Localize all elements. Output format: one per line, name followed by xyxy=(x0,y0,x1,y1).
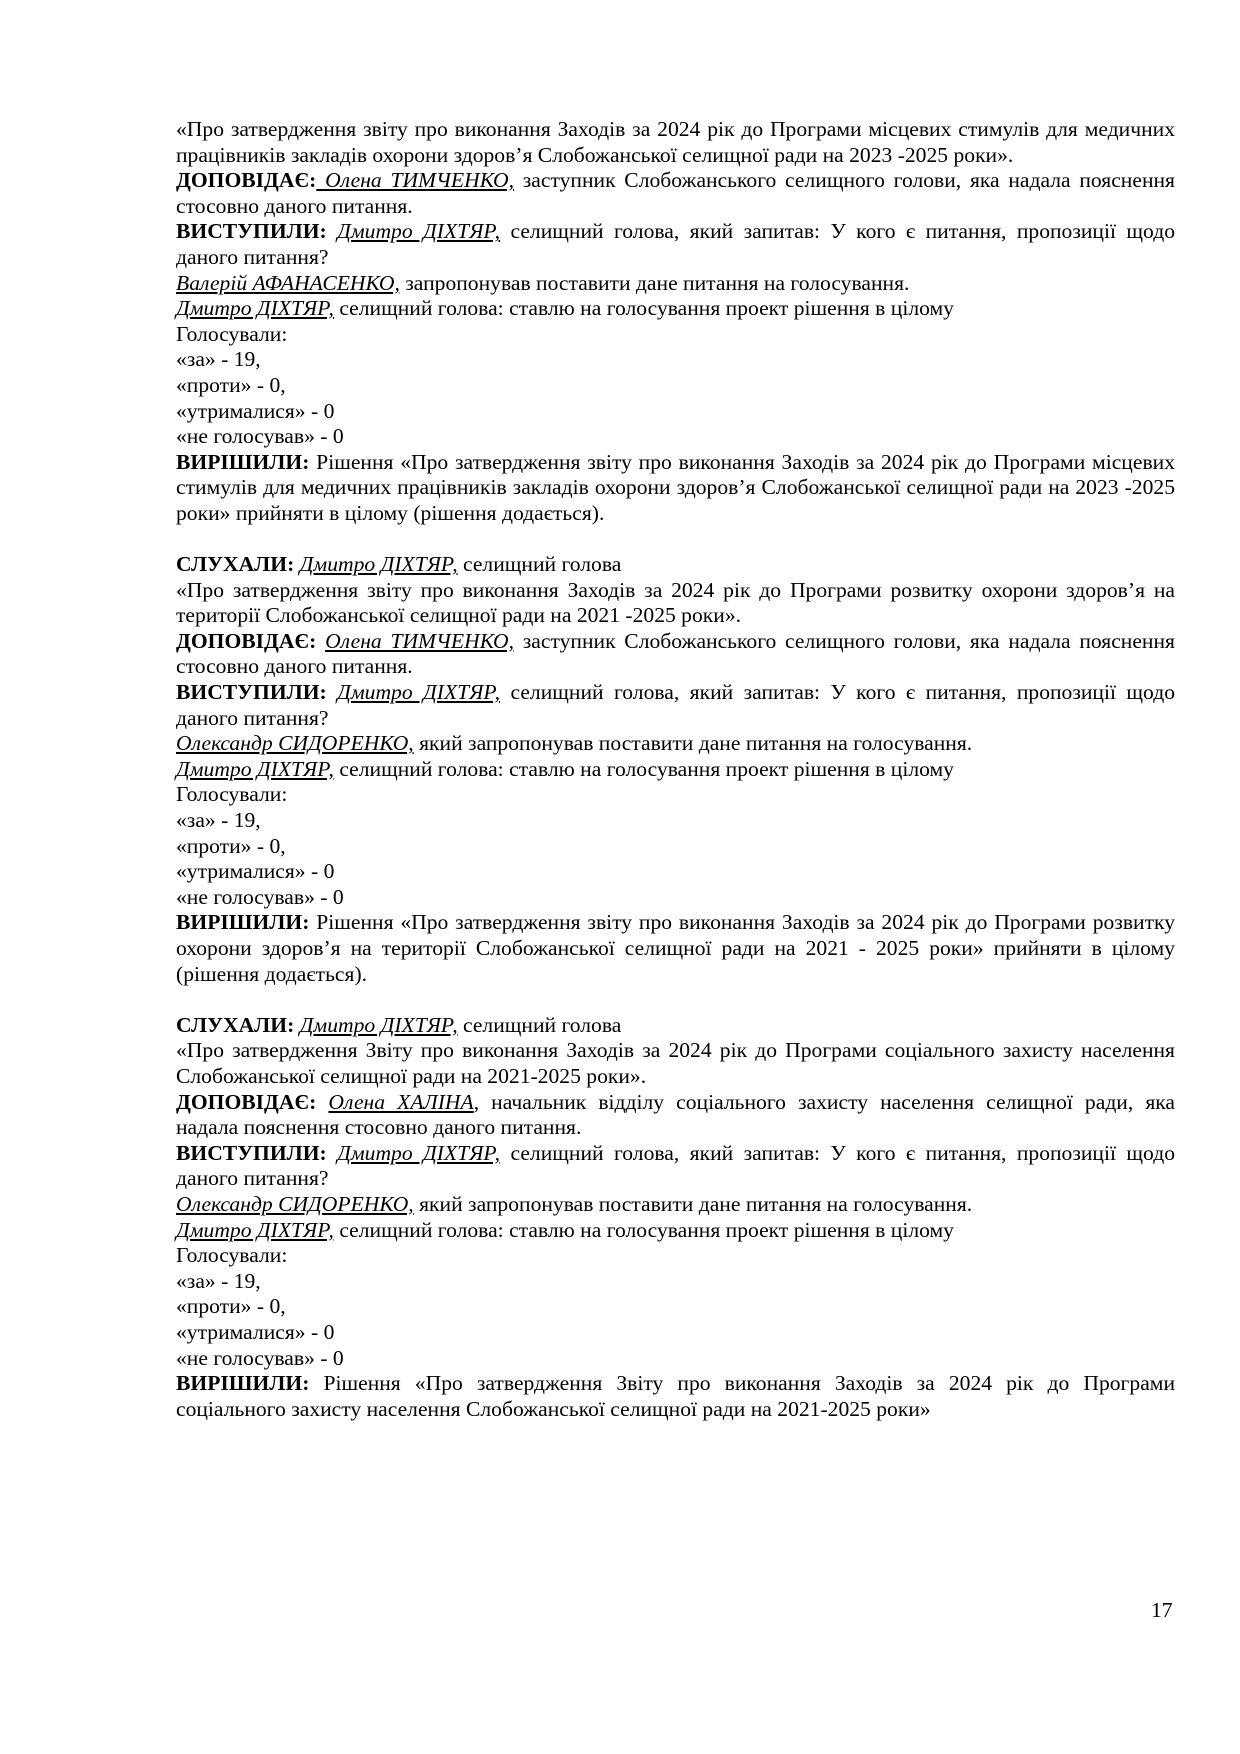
agenda-title: «Про затвердження Звіту про виконання Заходів за 2024 рік до Програми соціального захисту населення Слобожанської селищної ради на 2021-2025 роки». xyxy=(176,1038,1175,1088)
chair-line xyxy=(176,757,1175,783)
proposer-name: Олександр СИДОРЕНКО, xyxy=(176,1191,414,1216)
decision-label: ВИРІШИЛИ: xyxy=(176,910,310,935)
agenda-title: «Про затвердження звіту про виконання Заходів за 2024 рік до Програми розвитку охорони здоров’я на території Слобожанської селищної ради на 2021 -2025 роки». xyxy=(176,577,1175,628)
decision-text: Рішення «Про затвердження звіту про виконання Заходів за 2024 рік до Програми розвитку охорони здоров’я на території Слобожанської селищної ради на 2021 - 2025 роки» прийняти в цілому (рішення додається). xyxy=(176,910,1175,986)
vote-heading: Голосували: xyxy=(176,1243,288,1268)
chair-text: селищний голова: ставлю на голосування проект рішення в цілому xyxy=(333,296,954,321)
section-2 xyxy=(176,552,1175,987)
proposer-text: запропонував поставити дане питання на голосування. xyxy=(399,270,910,295)
decision-text: Рішення «Про затвердження звіту про виконання Заходів за 2024 рік до Програми місцевих стимулів для медичних працівників закладів охорони здоров’я Слобожанської селищної ради на 2023 -2025 роки» прийняти в цілому (рішення додається). xyxy=(176,449,1175,525)
listened-line xyxy=(176,1013,1175,1039)
speaker-label: ВИСТУПИЛИ: xyxy=(176,1140,327,1165)
decision-text: Рішення «Про затвердження Звіту про виконання Заходів за 2024 рік до Програми соціального захисту населення Слобожанської селищної ради на 2021-2025 роки» xyxy=(176,1371,1175,1421)
vote-not-voted: «не голосував» - 0 xyxy=(176,1345,344,1370)
proposer-line xyxy=(176,271,1175,297)
chair-line xyxy=(176,296,1175,322)
vote-for: «за» - 19, xyxy=(176,1268,261,1293)
listened-label: СЛУХАЛИ: xyxy=(176,552,295,577)
decision-paragraph xyxy=(176,450,1175,527)
proposer-name: Олександр СИДОРЕНКО, xyxy=(176,731,414,756)
speaker-paragraph xyxy=(176,680,1175,731)
listened-name: Дмитро ДІХТЯР, xyxy=(299,552,458,577)
listened-line xyxy=(176,552,1175,578)
reporter-paragraph xyxy=(176,1090,1175,1141)
chair-name: Дмитро ДІХТЯР, xyxy=(176,756,334,781)
speaker-label: ВИСТУПИЛИ: xyxy=(176,219,327,244)
vote-heading: Голосували: xyxy=(176,782,288,807)
listened-text: селищний голова xyxy=(457,552,622,577)
listened-text: селищний голова xyxy=(457,1012,622,1037)
proposer-line xyxy=(176,731,1175,757)
vote-abstain: «утрималися» - 0 xyxy=(176,1319,335,1344)
proposer-text: який запропонував поставити дане питання на голосування. xyxy=(413,1191,973,1216)
listened-label: СЛУХАЛИ: xyxy=(176,1012,295,1037)
section-3 xyxy=(176,1013,1175,1423)
vote-not-voted: «не голосував» - 0 xyxy=(176,884,344,909)
decision-label: ВИРІШИЛИ: xyxy=(176,1371,310,1396)
vote-against: «проти» - 0, xyxy=(176,833,286,858)
reporter-text: заступник Слобожанського селищного голови, яка надала пояснення стосовно даного питання. xyxy=(176,628,1175,679)
listened-name: Дмитро ДІХТЯР, xyxy=(299,1012,458,1037)
page-number: 17 xyxy=(1151,1598,1173,1622)
reporter-name: Олена ТИМЧЕНКО, xyxy=(325,628,515,653)
reporter-label: ДОПОВІДАЄ: xyxy=(176,1089,317,1114)
vote-against: «проти» - 0, xyxy=(176,372,286,397)
speaker-name: Дмитро ДІХТЯР, xyxy=(337,680,501,705)
vote-abstain: «утрималися» - 0 xyxy=(176,859,335,884)
reporter-text: , начальник відділу соціального захисту населення селищної ради, яка надала пояснення стосовно даного питання. xyxy=(176,1089,1176,1140)
speaker-paragraph xyxy=(176,219,1175,270)
proposer-text: який запропонував поставити дане питання на голосування. xyxy=(413,731,973,756)
reporter-name: Олена ТИМЧЕНКО, xyxy=(316,168,515,193)
vote-heading: Голосували: xyxy=(176,321,288,346)
section-gap xyxy=(176,987,1175,1013)
reporter-label: ДОПОВІДАЄ: xyxy=(176,628,317,653)
speaker-paragraph xyxy=(176,1141,1175,1192)
section-gap xyxy=(176,527,1175,553)
document-page xyxy=(176,117,1175,1422)
proposer-line xyxy=(176,1192,1175,1218)
chair-name: Дмитро ДІХТЯР, xyxy=(176,1217,334,1242)
speaker-label: ВИСТУПИЛИ: xyxy=(176,680,327,705)
decision-paragraph xyxy=(176,1371,1175,1422)
vote-not-voted: «не голосував» - 0 xyxy=(176,424,344,449)
chair-text: селищний голова: ставлю на голосування проект рішення в цілому xyxy=(333,1217,954,1242)
reporter-paragraph xyxy=(176,629,1175,680)
vote-against: «проти» - 0, xyxy=(176,1294,286,1319)
vote-for: «за» - 19, xyxy=(176,808,261,833)
proposer-name: Валерій АФАНАСЕНКО, xyxy=(176,270,400,295)
decision-paragraph xyxy=(176,910,1175,987)
reporter-text: заступник Слобожанського селищного голови, яка надала пояснення стосовно даного питання. xyxy=(176,168,1175,218)
speaker-text: селищний голова, який запитав: У кого є питання, пропозиції щодо даного питання? xyxy=(176,1140,1175,1191)
reporter-name: Олена ХАЛІНА xyxy=(328,1089,474,1114)
speaker-name: Дмитро ДІХТЯР, xyxy=(337,219,501,244)
vote-abstain: «утрималися» - 0 xyxy=(176,398,335,423)
speaker-text: селищний голова, який запитав: У кого є питання, пропозиції щодо даного питання? xyxy=(176,680,1175,730)
reporter-label: ДОПОВІДАЄ: xyxy=(176,168,317,193)
decision-label: ВИРІШИЛИ: xyxy=(176,449,310,474)
speaker-name: Дмитро ДІХТЯР, xyxy=(337,1140,501,1165)
reporter-paragraph xyxy=(176,168,1175,219)
agenda-title: «Про затвердження звіту про виконання Заходів за 2024 рік до Програми місцевих стимулів для медичних працівників закладів охорони здоров’я Слобожанської селищної ради на 2023 -2025 роки». xyxy=(176,117,1175,167)
section-1 xyxy=(176,117,1175,527)
chair-name: Дмитро ДІХТЯР, xyxy=(176,296,334,321)
chair-line xyxy=(176,1218,1175,1244)
vote-for: «за» - 19, xyxy=(176,347,261,372)
speaker-text: селищний голова, який запитав: У кого є питання, пропозиції щодо даного питання? xyxy=(176,219,1175,269)
chair-text: селищний голова: ставлю на голосування проект рішення в цілому xyxy=(333,756,954,781)
